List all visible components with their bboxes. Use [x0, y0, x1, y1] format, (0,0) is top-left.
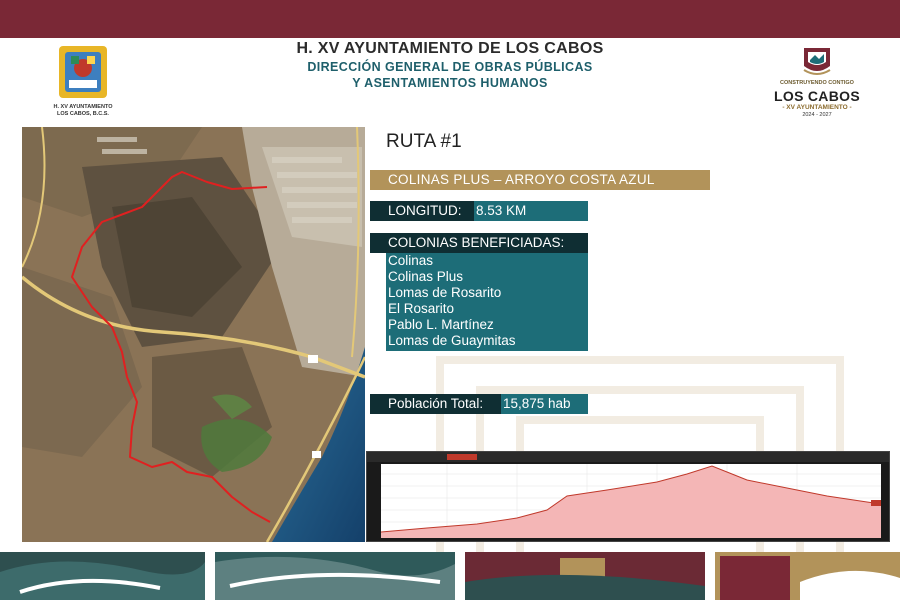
satellite-route-map	[22, 127, 365, 542]
length-value-box	[474, 201, 588, 221]
list-item: El Rosarito	[388, 301, 455, 316]
route-name-bar	[370, 170, 710, 190]
list-item: Lomas de Rosarito	[388, 285, 502, 300]
logo-right-sub: - XV AYUNTAMIENTO -	[782, 104, 852, 111]
list-item: Colinas	[388, 253, 434, 268]
header-line3: Y ASENTAMIENTOS HUMANOS	[352, 76, 548, 90]
logo-left-caption1: H. XV AYUNTAMIENTO	[53, 104, 113, 110]
route-name: COLINAS PLUS – ARROYO COSTA AZUL	[388, 172, 655, 187]
logo-right-years: 2024 - 2027	[802, 112, 832, 118]
top-bar	[0, 0, 900, 38]
population-label-box	[370, 394, 501, 414]
length-label: LONGITUD:	[388, 203, 462, 218]
colonias-label: COLONIAS BENEFICIADAS:	[388, 235, 565, 250]
population-label: Población Total:	[388, 396, 484, 411]
logo-right-tagline: CONSTRUYENDO CONTIGO	[780, 80, 854, 86]
colonias-list	[386, 253, 588, 351]
route-title: RUTA #1	[386, 131, 462, 152]
los-cabos-emblem-icon	[800, 44, 834, 78]
header-title: H. XV AYUNTAMIENTO DE LOS CABOS	[296, 40, 604, 57]
colonias-header-box	[370, 233, 588, 253]
list-item: Lomas de Guaymitas	[388, 333, 516, 348]
list-item: Pablo L. Martínez	[388, 317, 494, 332]
population-value: 15,875 hab	[503, 396, 571, 411]
los-cabos-logo	[762, 44, 872, 118]
logo-right-name: LOS CABOS	[774, 88, 860, 104]
logo-left-caption2: LOS CABOS, B.C.S.	[57, 111, 109, 117]
length-value: 8.53 KM	[476, 203, 527, 218]
elevation-profile	[366, 451, 890, 542]
population-value-box	[501, 394, 588, 414]
length-label-box	[370, 201, 474, 221]
list-item: Colinas Plus	[388, 269, 464, 284]
decorative-footer-band	[0, 552, 900, 600]
header-line2: DIRECCIÓN GENERAL DE OBRAS PÚBLICAS	[307, 60, 593, 74]
